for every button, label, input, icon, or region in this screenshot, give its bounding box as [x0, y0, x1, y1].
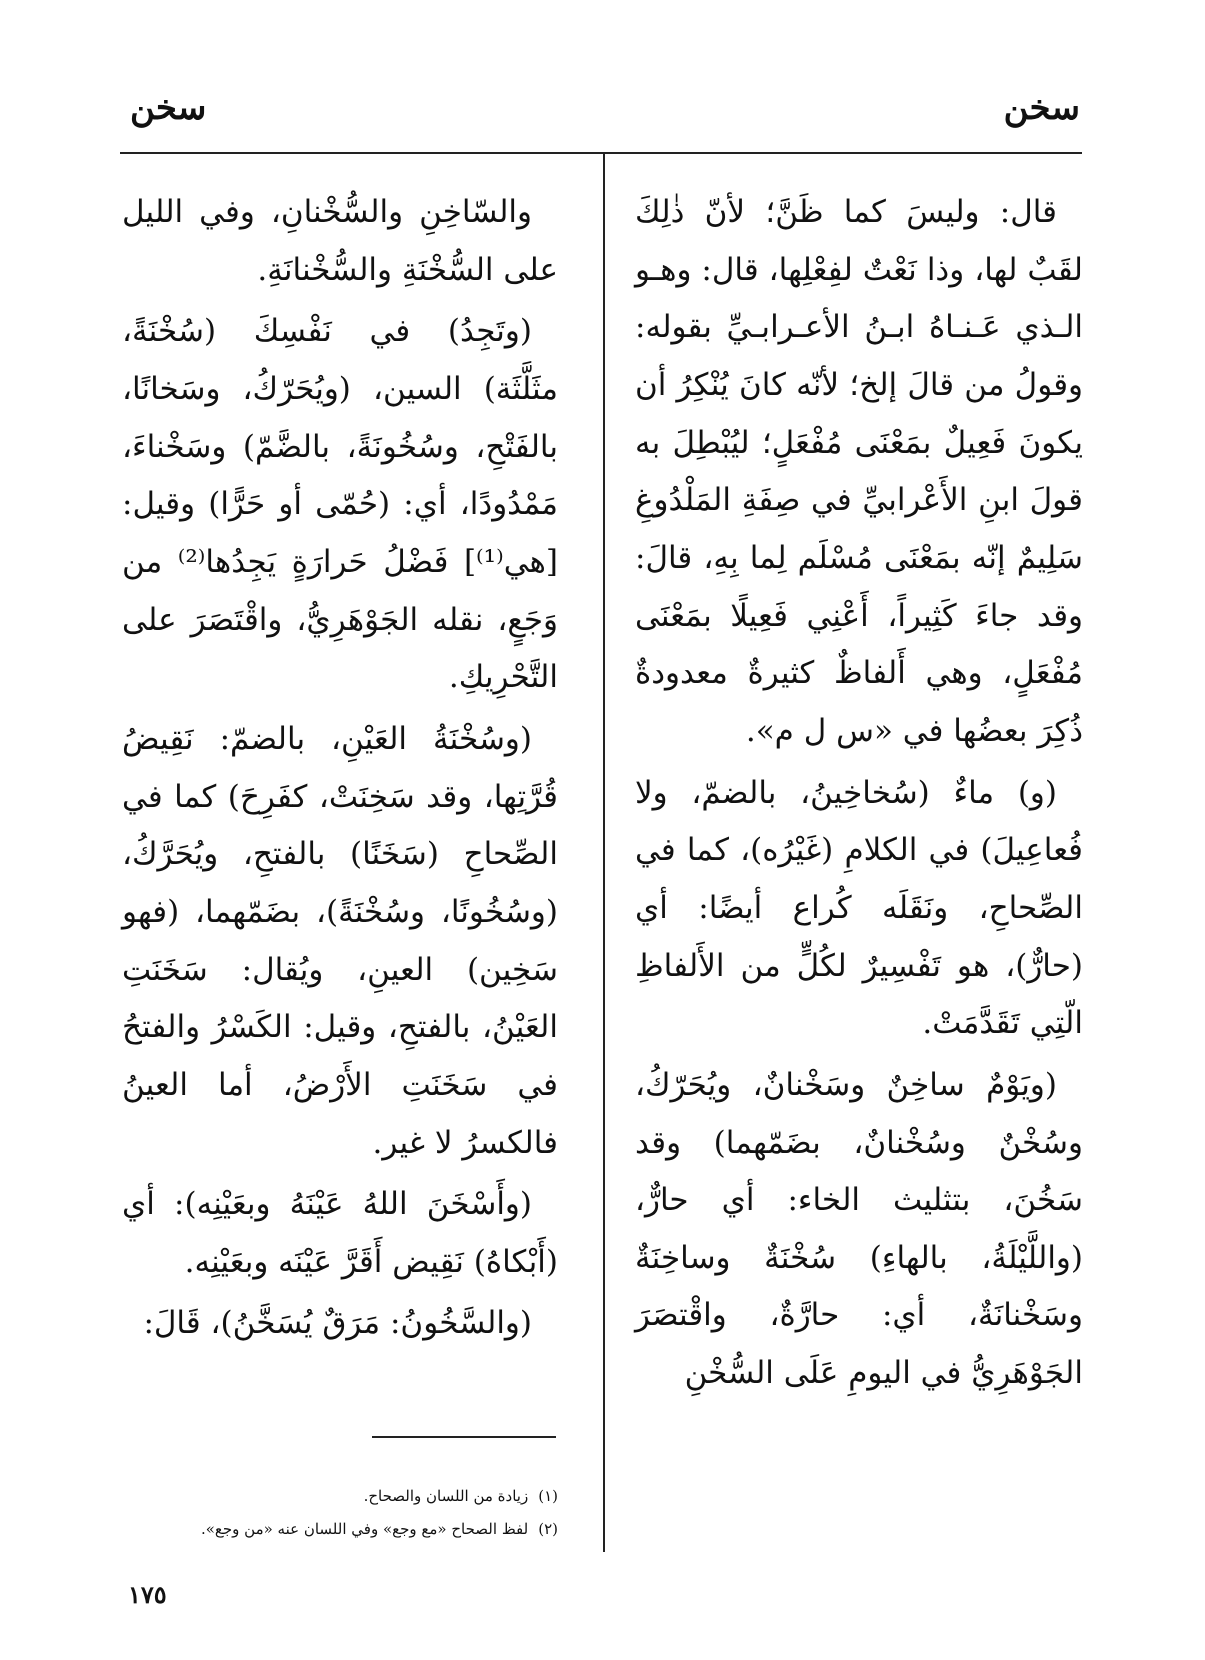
paragraph: (ويَوْمٌ ساخِنٌ وسَخْنانٌ، ويُحَرّكُ، وسُخْنٌ وسُخْنانٌ، بضَمّهما) وقد سَخُنَ، بتثليث الخاء: أي حارٌّ، (واللَّيْلَةُ، بالهاءِ) سُخْنَةٌ وساخِنَةٌ وسَخْنانَةٌ، أي: حارَّةٌ، واقْتصَرَ الجَوْهَرِيُّ في اليومِ عَلَى السُّخْنِ	[635, 1066, 1083, 1392]
paragraph: (والسَّخُونُ: مَرَقٌ يُسَخَّنُ)، قَالَ:	[143, 1305, 532, 1342]
left-column	[122, 184, 558, 1357]
paragraph: (وأَسْخَنَ اللهُ عَيْنَهُ وبعَيْنِه): أي (أَبْكاهُ) نَقِيض أَقَرَّ عَيْنَه وبعَيْنِه.	[122, 1186, 558, 1280]
footnote-rule	[372, 1436, 556, 1438]
paragraph: (و) ماءٌ (سُخاخِينُ، بالضمّ، ولا فُعاعِيلَ) في الكلامِ (غَيْرُه)، كما في الصِّحاحِ، ونَقَلَه كُراع أيضًا: أي (حارٌّ)، هو تَفْسِيرٌ لكُلٍّ من الأَلفاظِ الّتِي تَقَدَّمَتْ.	[635, 774, 1083, 1042]
paragraph: قال: وليسَ كما ظَنَّ؛ لأنّ ذٰلِكَ لقَبٌ لها، وذا نَعْتٌ لفِعْلِها، قال: وهـو الـذي عَـنـاهُ ابـنُ الأعـرابـيِّ بقوله: وقولُ من قالَ إلخ؛ لأنّه كانَ يُنْكِرُ أن يكونَ فَعِيلٌ بمَعْنَى مُفْعَلٍ؛ ليُبْطِلَ به قولَ ابنِ الأَعْرابيِّ في صِفَةِ المَلْدُوغِ سَلِيمٌ إنّه بمَعْنَى مُسْلَم لِما بِهِ، قالَ: وقد جاءَ كَثِيراً، أَعْنِي فَعِيلًا بمَعْنَى مُفْعَلٍ، وهي أَلفاظٌ كثيرةٌ معدودةٌ ذُكِرَ بعضُها في «س ل م».	[635, 194, 1083, 749]
footnotes	[122, 1480, 558, 1546]
column-divider	[603, 152, 605, 1552]
page-number: ١٧٥	[128, 1580, 167, 1609]
footnote-text: زيادة من اللسان والصحاح.	[363, 1487, 529, 1505]
header-rule	[120, 152, 1082, 154]
paragraph: (وتَجِدُ) في نَفْسِكَ (سُخْنَةً، مثَلَّثَة) السين، (ويُحَرّكُ، وسَخانًا، بالفَتْحِ، وسُخُونَةً، بالضَّمّ) وسَخْناءَ، مَمْدُودًا، أي: (حُمّى أو حَرًّا) وقيل: [هي⁽¹⁾] فَضْلُ حَرارَةٍ يَجِدُها⁽²⁾ من وَجَعٍ، نقله الجَوْهَرِيُّ، واقْتَصَرَ على التَّحْرِيكِ.	[122, 313, 558, 696]
footnote	[122, 1480, 558, 1513]
footnote-text: لفظ الصحاح «مع وجع» وفي اللسان عنه «من وجع».	[200, 1520, 529, 1538]
right-column	[635, 184, 1083, 1407]
running-header-right: سخن	[1003, 88, 1080, 128]
paragraph: والسّاخِنِ والسُّخْنانِ، وفي الليل على السُّخْنَةِ والسُّخْنانَةِ.	[122, 194, 558, 288]
running-header-left: سخن	[130, 88, 207, 128]
footnote-number: (١)	[538, 1487, 558, 1505]
footnote	[122, 1513, 558, 1546]
footnote-number: (٢)	[538, 1520, 558, 1538]
paragraph: (وسُخْنَةُ العَيْنِ، بالضمّ: نَقِيضُ قُرَّتِها، وقد سَخِنَتْ، كفَرِحَ) كما في الصِّحاحِ (سَخَنًا) بالفتحِ، ويُحَرَّكُ، (وسُخُونًا، وسُخْنَةً)، بضَمّهما، (فهو سَخِين) العينِ، ويُقال: سَخَنَتِ العَيْنُ، بالفتحِ، وقيل: الكَسْرُ والفتحُ في سَخَنَتِ الأَرْضُ، أما العينُ فالكسرُ لا غير.	[122, 720, 558, 1161]
